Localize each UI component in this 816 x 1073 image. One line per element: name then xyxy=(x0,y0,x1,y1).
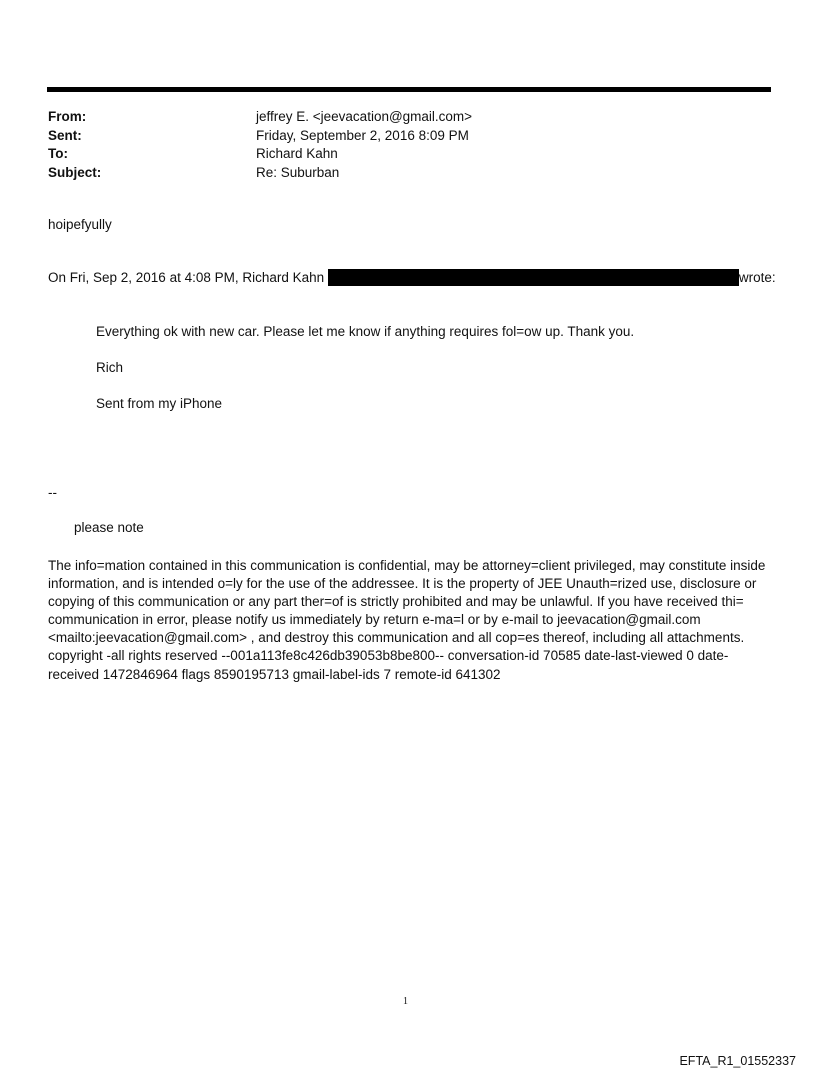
page-number: 1 xyxy=(403,996,408,1007)
signature-separator: -- xyxy=(48,485,57,500)
subject-value: Re: Suburban xyxy=(256,164,340,180)
to-row xyxy=(48,145,748,164)
email-header xyxy=(48,108,748,182)
quote-intro xyxy=(48,269,776,288)
subject-row xyxy=(48,164,748,183)
to-label: To: xyxy=(48,146,68,161)
from-label: From: xyxy=(48,109,87,124)
please-note: please note xyxy=(74,520,144,535)
document-id: EFTA_R1_01552337 xyxy=(679,1054,796,1068)
to-value: Richard Kahn xyxy=(256,146,338,161)
quote-intro-text: On Fri, Sep 2, 2016 at 4:08 PM, Richard Kahn xyxy=(48,270,328,285)
sent-label: Sent: xyxy=(48,127,82,143)
sent-row xyxy=(48,127,748,146)
quoted-message-line: Everything ok with new car. Please let me know if anything requires fol=ow up. Thank you. xyxy=(96,324,635,339)
reply-text: hoipefyully xyxy=(48,217,112,232)
subject-label: Subject: xyxy=(48,164,102,180)
quoted-signoff: Rich xyxy=(96,360,124,375)
sent-value: Friday, September 2, 2016 8:09 PM xyxy=(256,127,469,143)
redaction-bar xyxy=(328,269,739,286)
quote-intro-wrote: wrote: xyxy=(738,270,776,285)
from-row xyxy=(48,108,748,127)
from-value: jeffrey E. <jeevacation@gmail.com> xyxy=(256,109,473,124)
confidentiality-disclaimer: The info=mation contained in this communication is confidential, may be attorney=client privileged, may constitute inside information, and is intended o=ly for the use of the addressee. It is the property of JEE Unauth=rized use, disclosure or copying of this communication or any part ther=of is strictly prohibited and may be unlawful. If you have received thi= communication in error, please notify us immediately by return e-ma=l or by e-mail to jeevacation@gmail.com <mailto:jeevacation@gmail.com> , and destroy this communication and all cop=es thereof, including all attachments. copyright -all rights reserved --001a113fe8c426db39053b8be800-- conversation-id 70585 date-last-viewed 0 date-received 1472846964 flags 8590195713 gmail-label-ids 7 remote-id 641302 xyxy=(48,558,766,682)
header-divider xyxy=(47,87,771,92)
quoted-sent-from: Sent from my iPhone xyxy=(96,396,223,411)
